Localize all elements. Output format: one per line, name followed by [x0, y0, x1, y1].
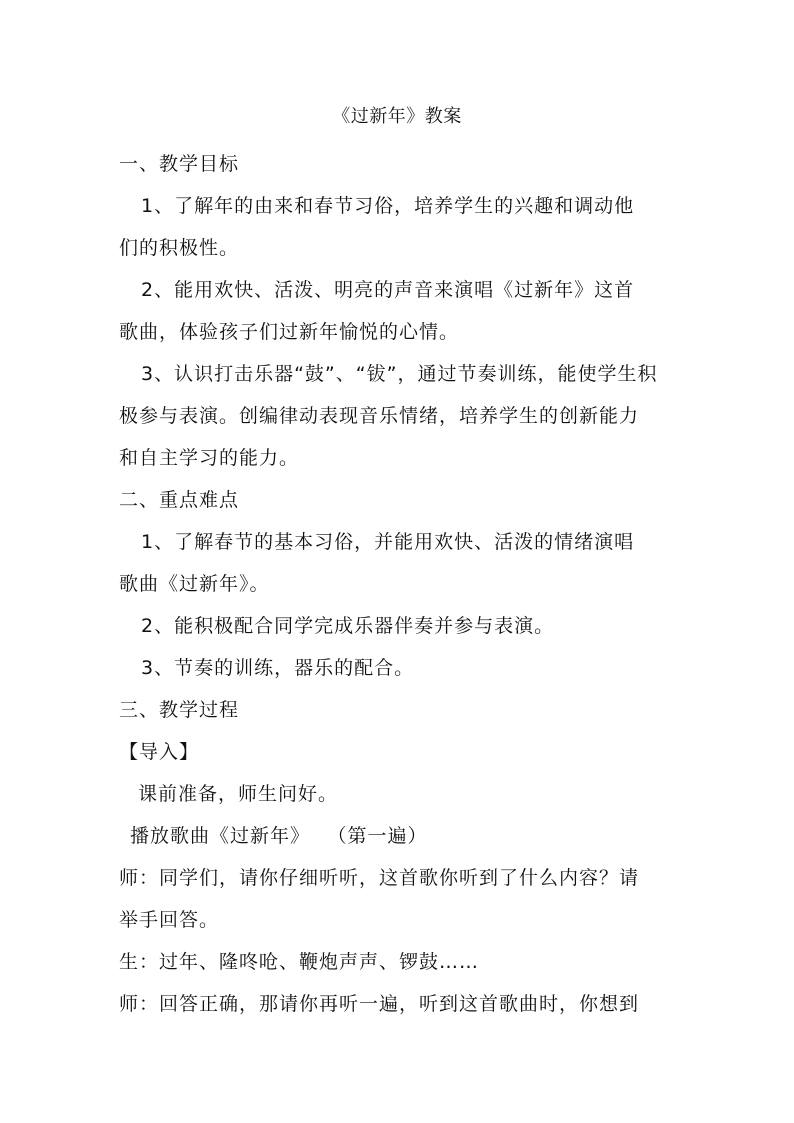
text-line: 1、了解春节的基本习俗，并能用欢快、活泼的情绪演唱: [141, 531, 635, 553]
text-line: 和自主学习的能力。: [119, 447, 300, 469]
text-line: 生：过年、隆咚呛、鞭炮声声、锣鼓……: [119, 951, 480, 973]
text-line: 一、教学目标: [119, 153, 240, 175]
text-line: 2、能积极配合同学完成乐器伴奏并参与表演。: [141, 615, 555, 637]
text-line: 师：同学们，请你仔细听听，这首歌你听到了什么内容？请: [119, 867, 640, 889]
text-line: 3、节奏的训练，器乐的配合。: [141, 657, 415, 679]
text-line: 二、重点难点: [119, 489, 240, 511]
text-line: 歌曲，体验孩子们过新年愉悦的心情。: [119, 321, 460, 343]
text-line: 课前准备，师生问好。: [138, 783, 339, 805]
text-line: 【导入】: [119, 741, 200, 763]
text-line: 3、认识打击乐器“鼓”、“钹”，通过节奏训练，能使学生积: [141, 363, 658, 385]
text-line: 三、教学过程: [119, 699, 240, 721]
text-line: 播放歌曲《过新年》 （第一遍）: [130, 825, 428, 847]
document-body: [119, 143, 679, 1025]
text-line: 举手回答。: [119, 909, 220, 931]
document-title: 《过新年》教案: [332, 106, 462, 127]
text-line: 1、了解年的由来和春节习俗，培养学生的兴趣和调动他: [141, 195, 635, 217]
text-line: 2、能用欢快、活泼、明亮的声音来演唱《过新年》这首: [141, 279, 635, 301]
text-line: 极参与表演。创编律动表现音乐情绪，培养学生的创新能力: [119, 405, 640, 427]
text-line: 师：回答正确，那请你再听一遍，听到这首歌曲时，你想到: [119, 993, 640, 1015]
text-line: 歌曲《过新年》。: [119, 573, 270, 595]
text-line: 们的积极性。: [119, 237, 240, 259]
